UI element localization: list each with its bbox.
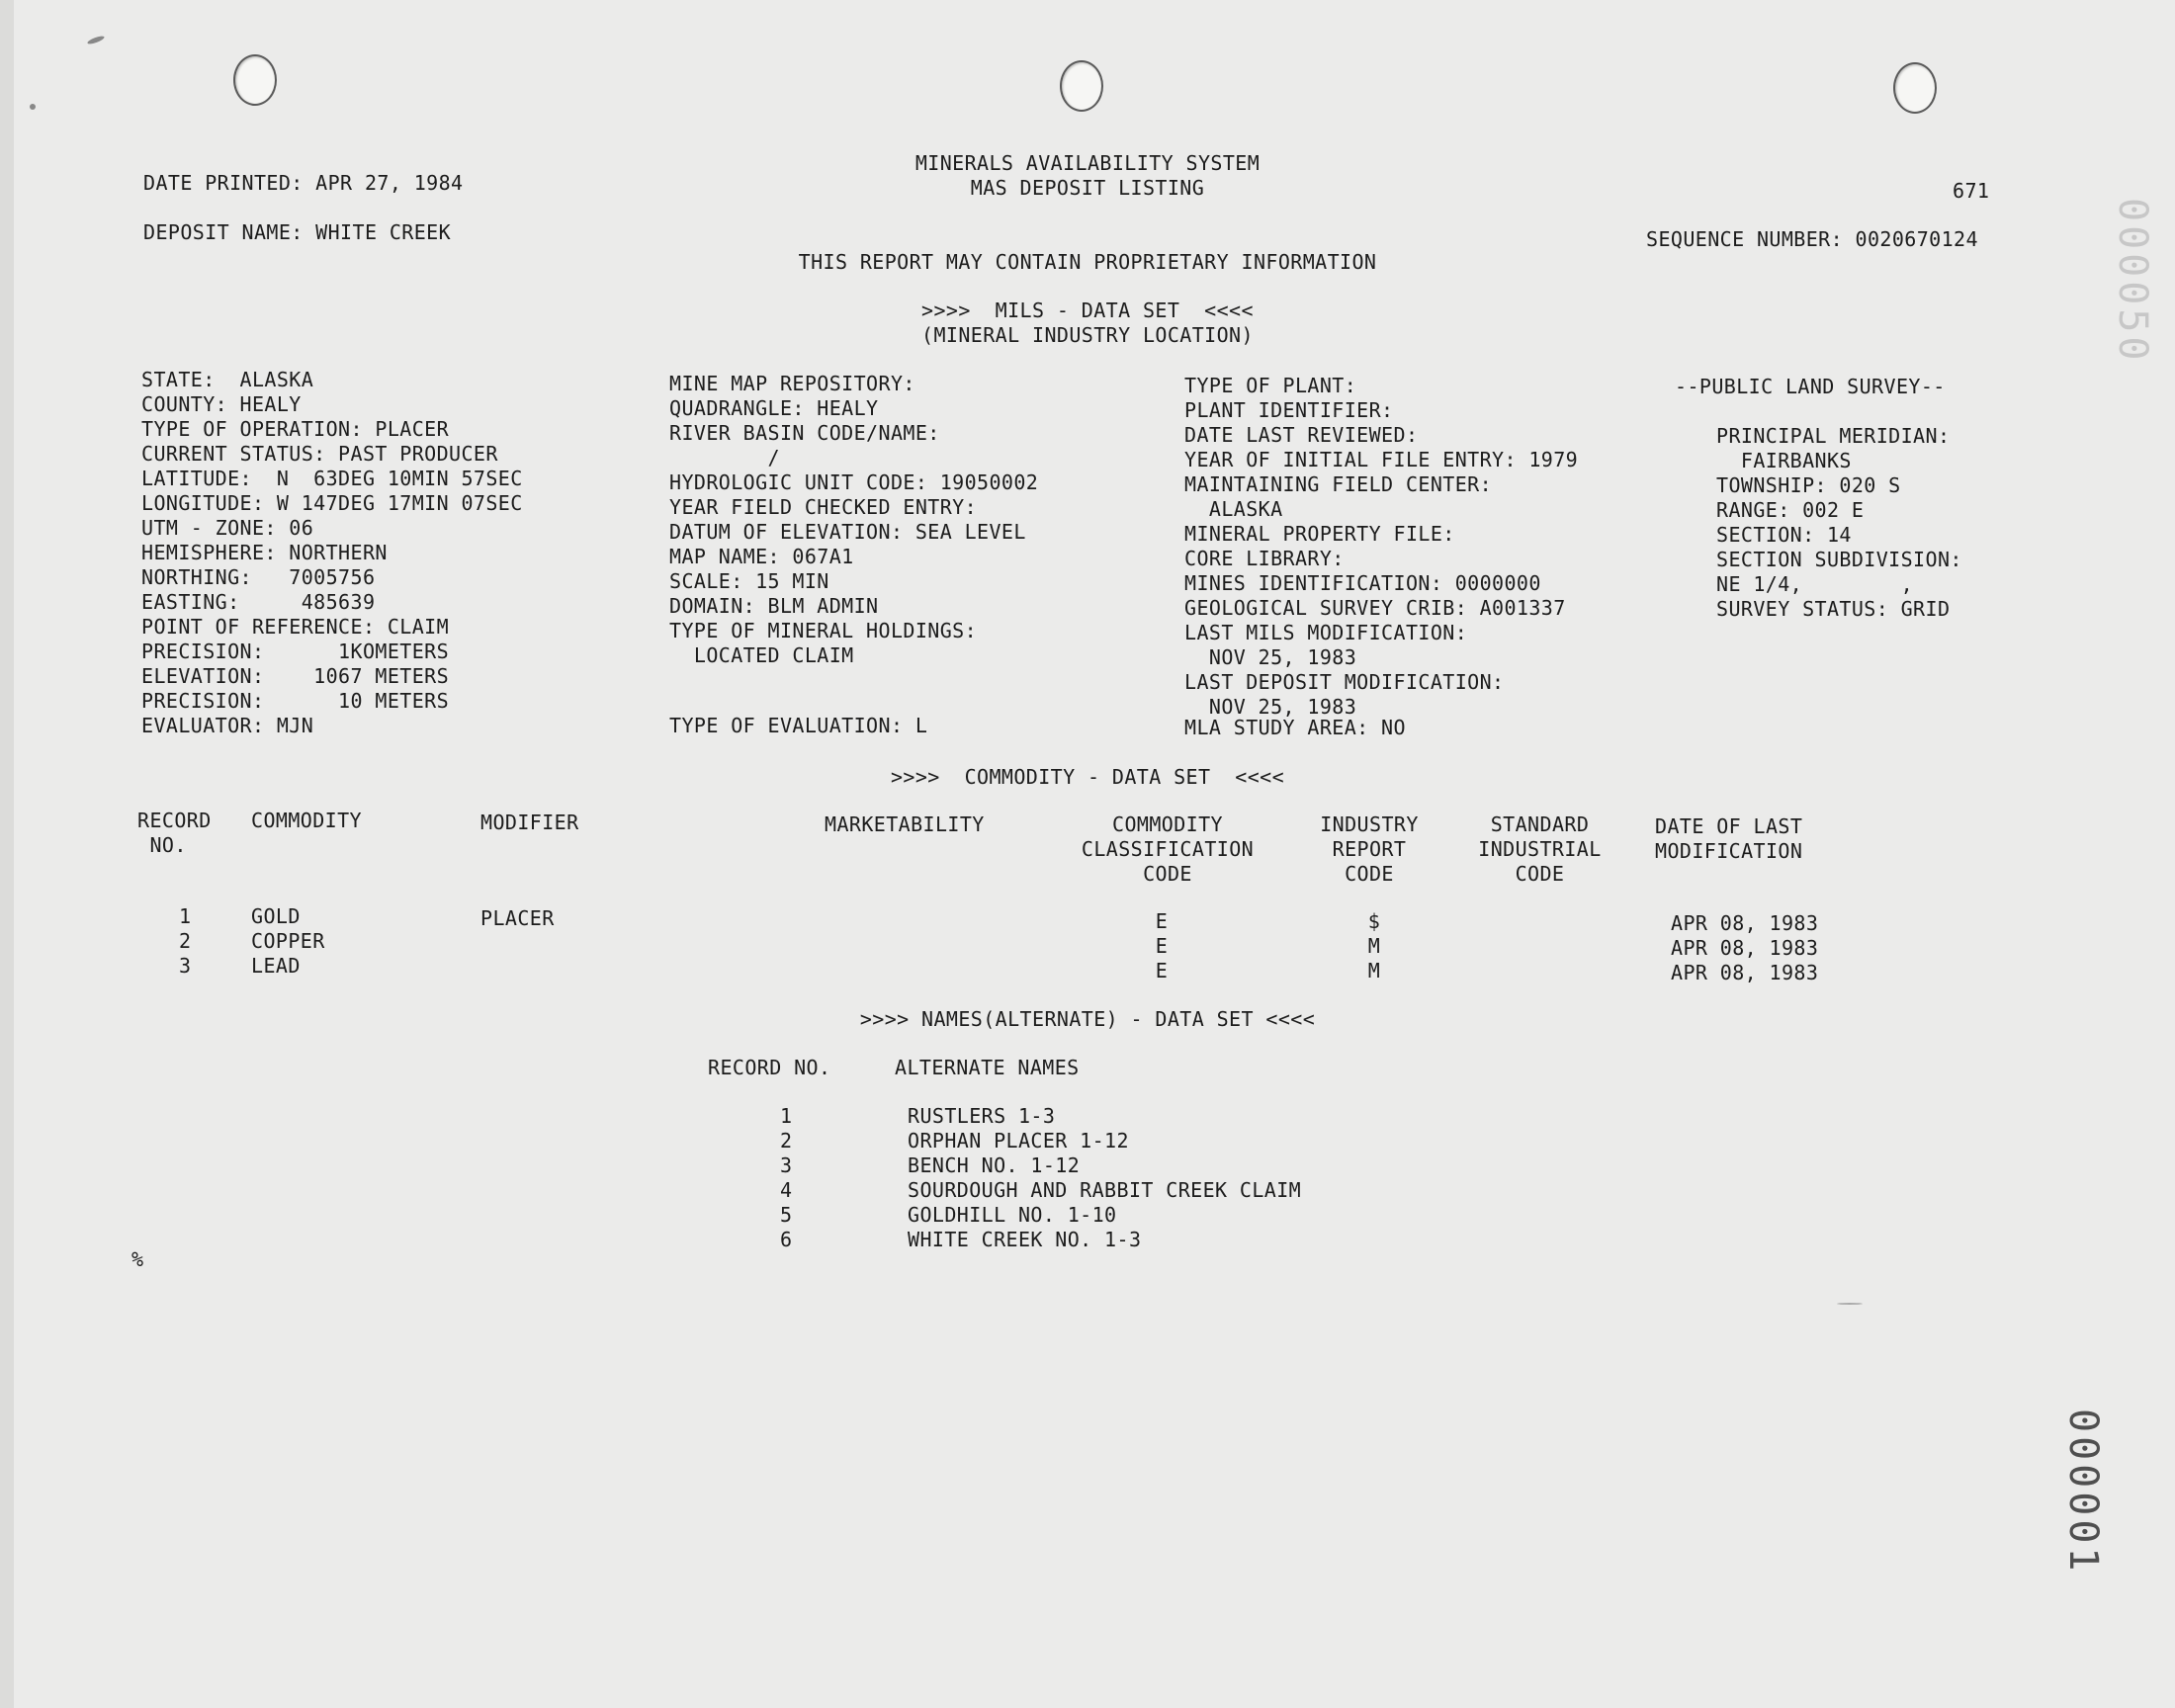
column-header-commodity: COMMODITY — [251, 809, 362, 832]
principal-meridian-field: PRINCIPAL MERIDIAN: — [1716, 424, 1951, 448]
last-modification-cell: APR 08, 1983 — [1671, 961, 1819, 984]
mineral-holdings-value: LOCATED CLAIM — [669, 643, 854, 667]
date-last-reviewed-field: DATE LAST REVIEWED: — [1184, 423, 1419, 447]
section-subdivision-value: NE 1/4, , — [1716, 572, 1914, 596]
point-of-reference-field: POINT OF REFERENCE: CLAIM — [141, 615, 450, 639]
mla-study-area-field: MLA STUDY AREA: NO — [1184, 716, 1406, 739]
alternate-name-cell: ORPHAN PLACER 1-12 — [908, 1129, 1129, 1153]
section-field: SECTION: 14 — [1716, 523, 1852, 547]
commodity-cell: LEAD — [251, 954, 301, 978]
record-no-cell: 2 — [780, 1129, 793, 1153]
classification-code-cell: E — [1155, 959, 1169, 982]
field-center-value: ALASKA — [1184, 497, 1283, 521]
elevation-field: ELEVATION: 1067 METERS — [141, 664, 450, 688]
utm-zone-field: UTM - ZONE: 06 — [141, 516, 314, 540]
commodity-cell: GOLD — [251, 904, 301, 928]
scale-field: SCALE: 15 MIN — [669, 569, 829, 593]
type-of-plant-field: TYPE OF PLANT: — [1184, 374, 1357, 397]
last-mils-modification-field: LAST MILS MODIFICATION: — [1184, 621, 1468, 644]
field-center-field: MAINTAINING FIELD CENTER: — [1184, 472, 1493, 496]
page-number: 671 — [1953, 179, 1990, 203]
alternate-name-cell: RUSTLERS 1-3 — [908, 1104, 1056, 1128]
modifier-cell: PLACER — [480, 906, 555, 930]
longitude-field: LONGITUDE: W 147DEG 17MIN 07SEC — [141, 491, 523, 515]
mine-map-repository-field: MINE MAP REPOSITORY: — [669, 372, 915, 395]
precision-field: PRECISION: 1KOMETERS — [141, 640, 450, 663]
alternate-name-cell: WHITE CREEK NO. 1-3 — [908, 1228, 1142, 1251]
quadrangle-field: QUADRANGLE: HEALY — [669, 396, 879, 420]
column-header-classification-code: COMMODITY CLASSIFICATION CODE — [1081, 812, 1255, 886]
industry-code-cell: M — [1367, 934, 1381, 958]
core-library-field: CORE LIBRARY: — [1184, 547, 1345, 570]
plant-identifier-field: PLANT IDENTIFIER: — [1184, 398, 1394, 422]
last-modification-cell: APR 08, 1983 — [1671, 936, 1819, 960]
hemisphere-field: HEMISPHERE: NORTHERN — [141, 541, 388, 564]
survey-crib-field: GEOLOGICAL SURVEY CRIB: A001337 — [1184, 596, 1566, 620]
current-status-field: CURRENT STATUS: PAST PRODUCER — [141, 442, 498, 466]
last-deposit-modification-field: LAST DEPOSIT MODIFICATION: — [1184, 670, 1505, 694]
record-no-cell: 2 — [179, 929, 192, 953]
alternate-name-cell: SOURDOUGH AND RABBIT CREEK CLAIM — [908, 1178, 1302, 1202]
record-no-cell: 4 — [780, 1178, 793, 1202]
column-header-last-modification: DATE OF LAST MODIFICATION — [1655, 814, 1803, 863]
datum-of-elevation-field: DATUM OF ELEVATION: SEA LEVEL — [669, 520, 1026, 544]
paper-speck — [30, 104, 36, 110]
section-subdivision-field: SECTION SUBDIVISION: — [1716, 548, 1962, 571]
county-field: COUNTY: HEALY — [141, 392, 302, 416]
commodity-heading: >>>> COMMODITY - DATA SET <<<< — [890, 765, 1285, 789]
principal-meridian-value: FAIRBANKS — [1716, 449, 1852, 472]
classification-code-cell: E — [1155, 934, 1169, 958]
township-field: TOWNSHIP: 020 S — [1716, 473, 1901, 497]
record-no-cell: 3 — [179, 954, 192, 978]
column-header-industry-report-code: INDUSTRY REPORT CODE — [1320, 812, 1419, 886]
column-header-standard-industrial-code: STANDARD INDUSTRIAL CODE — [1478, 812, 1602, 886]
hydrologic-unit-field: HYDROLOGIC UNIT CODE: 19050002 — [669, 470, 1039, 494]
river-basin-value: / — [669, 446, 780, 470]
paper-edge — [0, 0, 14, 1708]
stamp-number: 000001 — [2060, 1409, 2106, 1576]
river-basin-field: RIVER BASIN CODE/NAME: — [669, 421, 940, 445]
last-deposit-modification-value: NOV 25, 1983 — [1184, 695, 1357, 719]
state-field: STATE: ALASKA — [141, 368, 314, 391]
latitude-field: LATITUDE: N 63DEG 10MIN 57SEC — [141, 467, 523, 490]
domain-field: DOMAIN: BLM ADMIN — [669, 594, 879, 618]
column-header-record-no: RECORD NO. — [137, 809, 212, 857]
mils-heading: >>>> MILS - DATA SET <<<< — [921, 299, 1254, 322]
initial-file-entry-field: YEAR OF INITIAL FILE ENTRY: 1979 — [1184, 448, 1579, 471]
industry-code-cell: M — [1367, 959, 1381, 982]
map-name-field: MAP NAME: 067A1 — [669, 545, 854, 568]
punch-hole-center — [1060, 60, 1103, 112]
alternate-name-cell: BENCH NO. 1-12 — [908, 1153, 1081, 1177]
faint-stamp-number: 000050 — [2110, 198, 2155, 365]
last-modification-cell: APR 08, 1983 — [1671, 911, 1819, 935]
mils-subheading: (MINERAL INDUSTRY LOCATION) — [921, 323, 1254, 347]
column-header-modifier: MODIFIER — [480, 811, 579, 834]
column-header-alternate-names: ALTERNATE NAMES — [895, 1056, 1080, 1079]
operation-type-field: TYPE OF OPERATION: PLACER — [141, 417, 450, 441]
paper-speck — [87, 35, 106, 45]
mineral-property-file-field: MINERAL PROPERTY FILE: — [1184, 522, 1455, 546]
sequence-number: SEQUENCE NUMBER: 0020670124 — [1646, 227, 1978, 251]
northing-field: NORTHING: 7005756 — [141, 565, 376, 589]
commodity-cell: COPPER — [251, 929, 325, 953]
record-no-cell: 6 — [780, 1228, 793, 1251]
punch-hole-right — [1893, 62, 1937, 114]
classification-code-cell: E — [1155, 909, 1169, 933]
survey-status-field: SURVEY STATUS: GRID — [1716, 597, 1951, 621]
elevation-precision-field: PRECISION: 10 METERS — [141, 689, 450, 713]
public-land-survey-heading: --PUBLIC LAND SURVEY-- — [1675, 375, 1946, 398]
industry-code-cell: $ — [1367, 909, 1381, 933]
record-no-cell: 3 — [780, 1153, 793, 1177]
range-field: RANGE: 002 E — [1716, 498, 1865, 522]
proprietary-notice: THIS REPORT MAY CONTAIN PROPRIETARY INFORMATION — [798, 250, 1377, 274]
punch-hole-left — [233, 54, 277, 106]
record-no-cell: 5 — [780, 1203, 793, 1227]
system-title: MINERALS AVAILABILITY SYSTEM — [914, 151, 1261, 175]
mineral-holdings-field: TYPE OF MINERAL HOLDINGS: — [669, 619, 978, 642]
date-printed: DATE PRINTED: APR 27, 1984 — [143, 171, 464, 195]
listing-title: MAS DEPOSIT LISTING — [970, 176, 1205, 200]
mines-identification-field: MINES IDENTIFICATION: 0000000 — [1184, 571, 1541, 595]
record-no-cell: 1 — [780, 1104, 793, 1128]
alternate-name-cell: GOLDHILL NO. 1-10 — [908, 1203, 1117, 1227]
names-heading: >>>> NAMES(ALTERNATE) - DATA SET <<<< — [859, 1007, 1316, 1031]
easting-field: EASTING: 485639 — [141, 590, 376, 614]
column-header-record-no: RECORD NO. — [708, 1056, 831, 1079]
column-header-marketability: MARKETABILITY — [825, 812, 985, 836]
deposit-name: DEPOSIT NAME: WHITE CREEK — [143, 220, 452, 244]
record-no-cell: 1 — [179, 904, 192, 928]
type-of-evaluation-field: TYPE OF EVALUATION: L — [669, 714, 928, 737]
evaluator-field: EVALUATOR: MJN — [141, 714, 314, 737]
year-field-checked-field: YEAR FIELD CHECKED ENTRY: — [669, 495, 978, 519]
paper-speck — [1837, 1303, 1863, 1305]
last-mils-modification-value: NOV 25, 1983 — [1184, 645, 1357, 669]
footer-mark: % — [131, 1247, 144, 1271]
